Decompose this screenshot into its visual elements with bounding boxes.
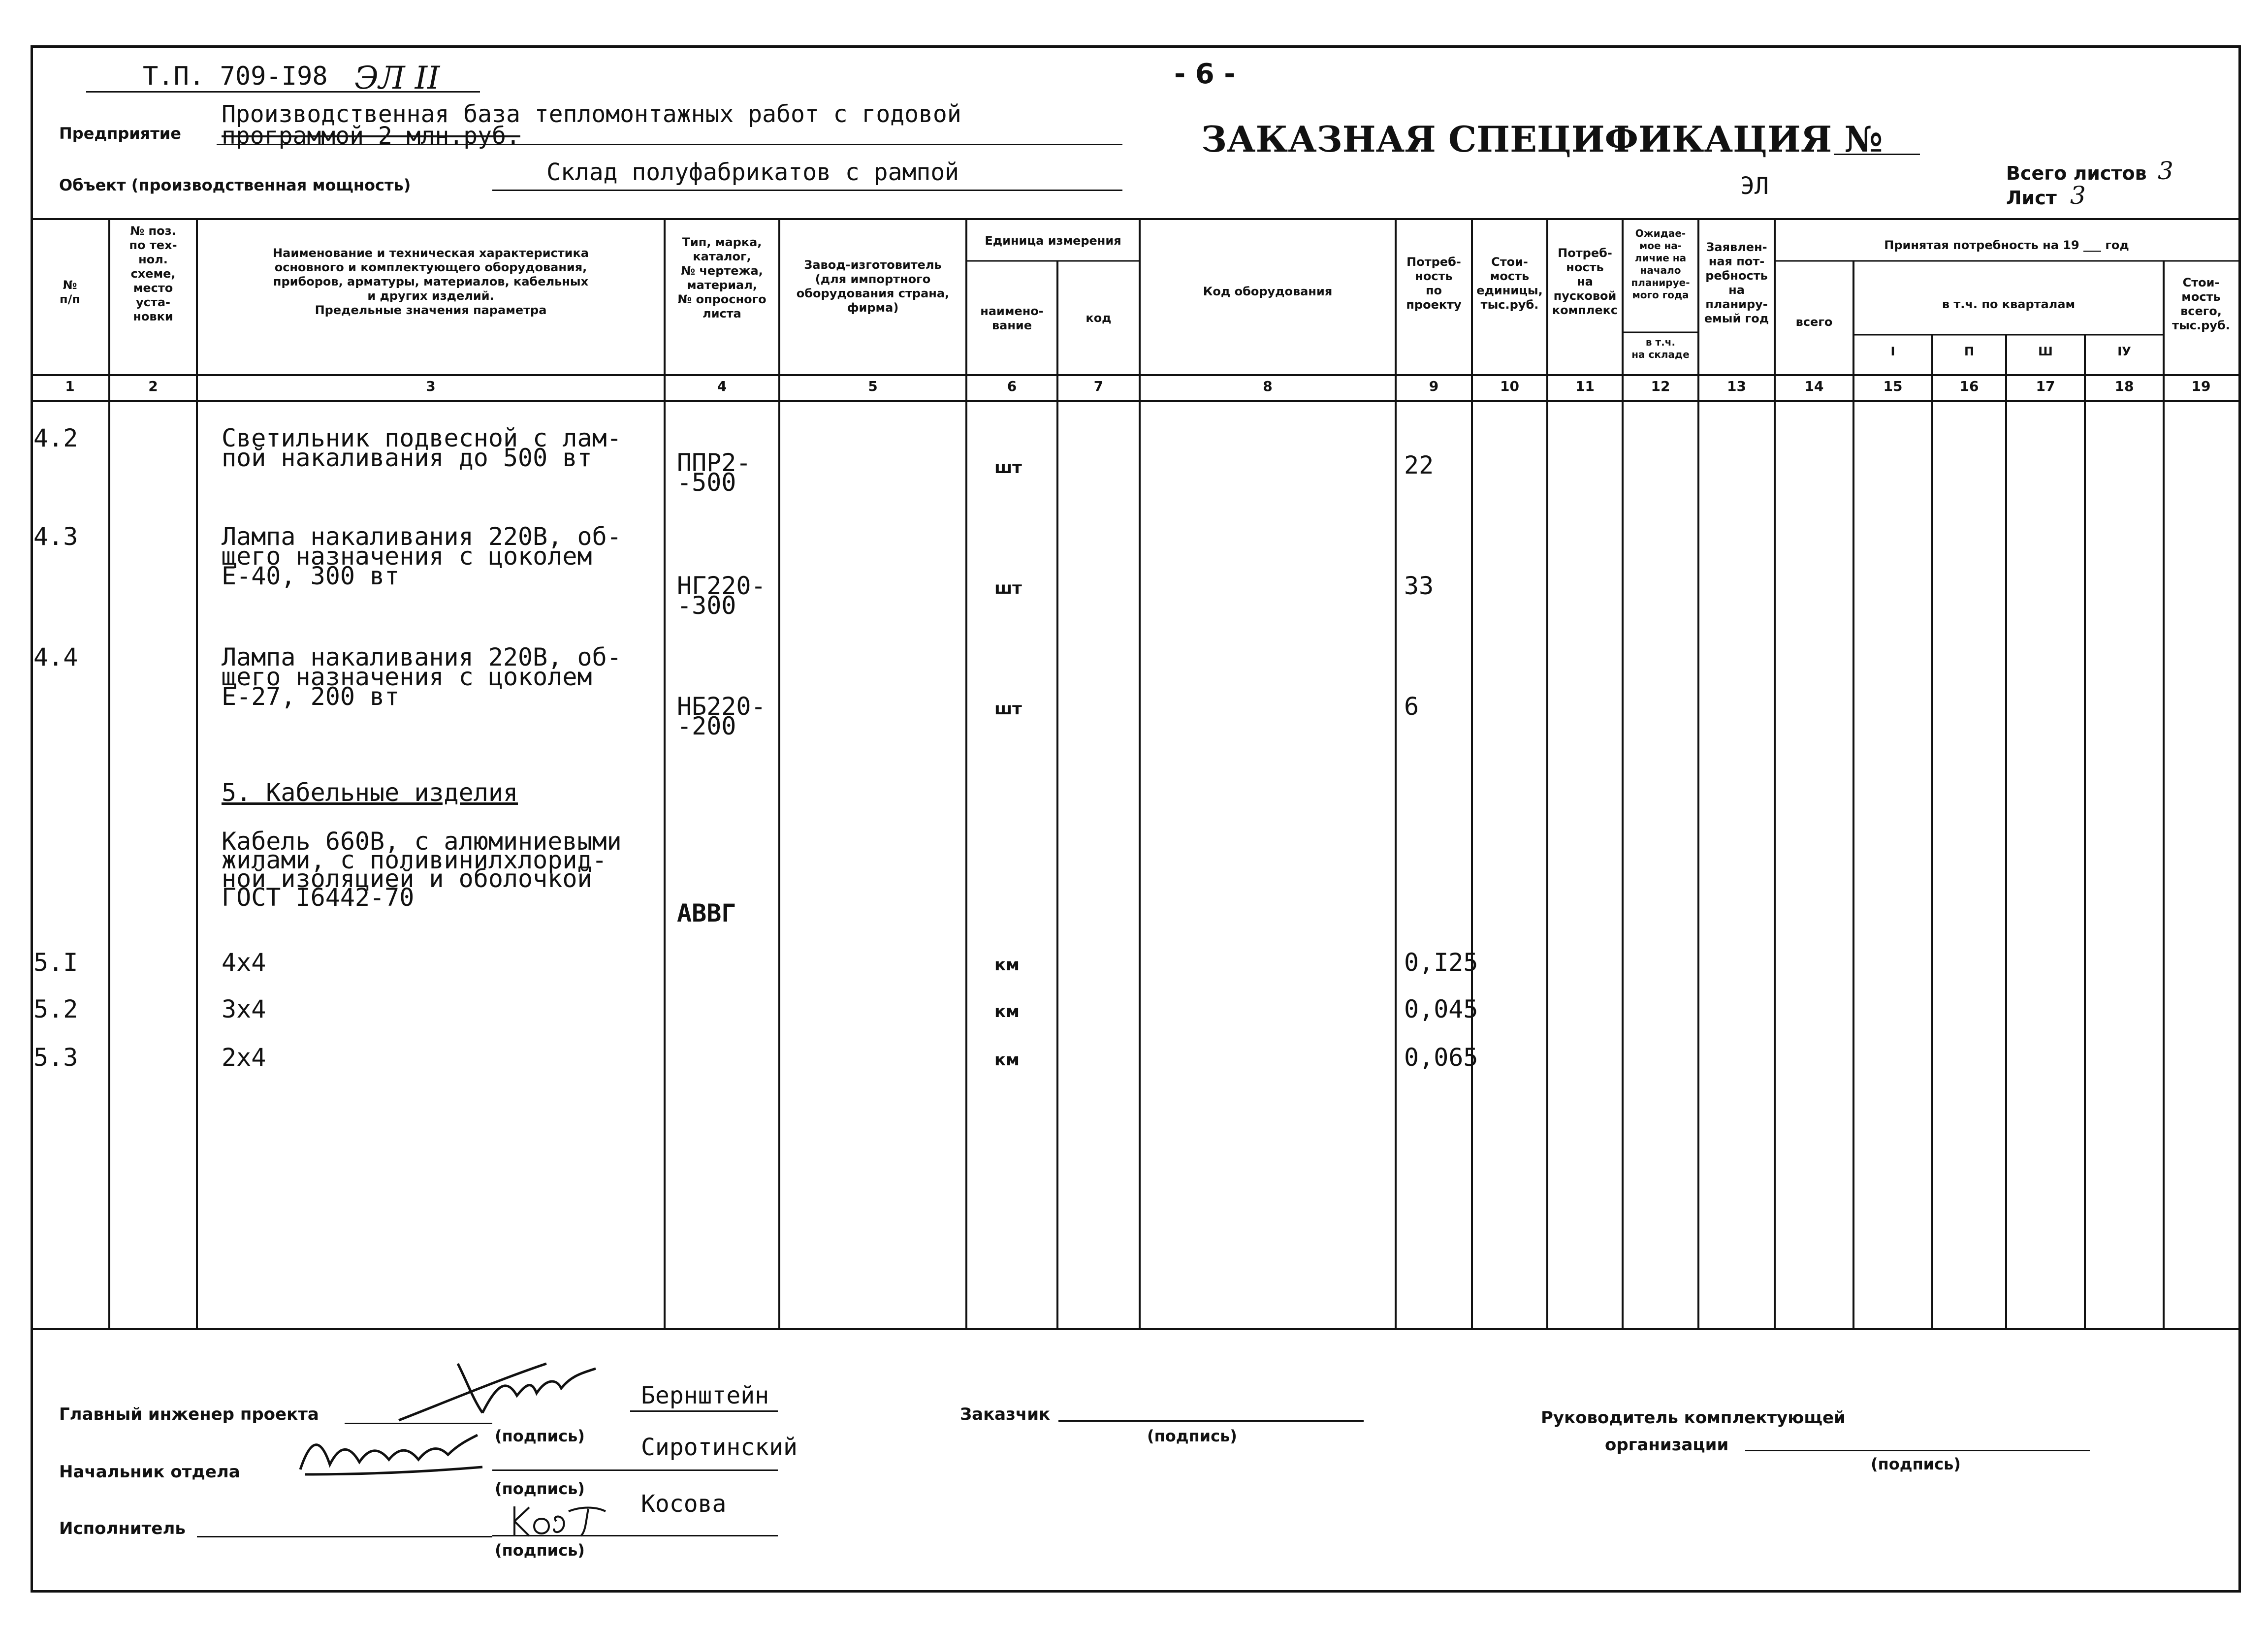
- dept-head-name: Сиротинский: [641, 1434, 798, 1461]
- item-unit: км: [994, 1002, 1020, 1021]
- row-number: 5.3: [33, 1043, 78, 1072]
- document-title: ЗАКАЗНАЯ СПЕЦИФИКАЦИЯ №: [1201, 118, 1883, 160]
- col-number: 14: [1804, 378, 1824, 394]
- enterprise-value-line1: Производственная база тепломонтажных работ с годовой: [222, 100, 961, 128]
- col-number: 7: [1093, 378, 1104, 394]
- col-number: 12: [1651, 378, 1670, 394]
- header-type: Тип, марка, каталог, № чертежа, материал, № опросного листа: [677, 235, 767, 320]
- header-accepted-demand: Принятая потребность на 19 ___ год: [1884, 238, 2129, 252]
- object-label: Объект (производственная мощность): [59, 176, 411, 194]
- header-unit-cost: Стои- мость единицы, тыс.руб.: [1476, 255, 1543, 312]
- header-q1: I: [1890, 345, 1895, 358]
- executor-label: Исполнитель: [59, 1519, 186, 1538]
- col-number: 3: [426, 378, 436, 394]
- total-sheets-label: Всего листов: [2006, 162, 2147, 184]
- signature-caption: (подпись): [495, 1541, 585, 1560]
- enterprise-value-line2: программой 2 млн.руб.: [222, 122, 520, 150]
- item-unit: шт: [994, 458, 1022, 478]
- object-value: Склад полуфабрикатов с рампой: [546, 159, 959, 186]
- col-number: 8: [1263, 378, 1273, 394]
- item-name: Лампа накаливания 220В, об- щего назначения с цоколем Е-27, 200 вт: [222, 643, 622, 711]
- row-number: 5.2: [33, 995, 78, 1023]
- header-project-demand: Потреб- ность по проекту: [1406, 255, 1462, 312]
- dept-head-signature: [286, 1425, 492, 1484]
- item-quantity: 0,065: [1404, 1043, 1478, 1072]
- signature-caption: (подпись): [1871, 1455, 1961, 1473]
- item-unit: шт: [994, 578, 1022, 598]
- signature-caption: (подпись): [1147, 1427, 1237, 1445]
- item-type: НГ220- -300: [677, 572, 766, 620]
- executor-signature: [507, 1497, 615, 1541]
- item-quantity: 6: [1404, 692, 1419, 721]
- chief-engineer-signature: [384, 1349, 610, 1428]
- item-name: 2х4: [222, 1043, 266, 1072]
- item-quantity: 0,045: [1404, 995, 1478, 1023]
- item-type: ППР2- -500: [677, 448, 751, 497]
- row-number: 4.4: [33, 643, 78, 671]
- item-quantity: 33: [1404, 572, 1434, 600]
- document-code: Т.П. 709-I98: [143, 62, 328, 91]
- col-number: 5: [868, 378, 878, 394]
- col-number: 19: [2191, 378, 2211, 394]
- item-unit: км: [994, 955, 1020, 975]
- item-type: НБ220- -200: [677, 692, 766, 740]
- col-number: 11: [1575, 378, 1595, 394]
- header-declared-demand: Заявлен- ная пот- ребность на планиру- емый год: [1704, 240, 1769, 325]
- col-number: 10: [1500, 378, 1519, 394]
- col-number: 2: [148, 378, 158, 394]
- header-unit-code: код: [1086, 311, 1112, 325]
- header-expected-stock: Ожидае- мое на- личие на начало планируе- мого года: [1631, 227, 1690, 301]
- document-mark: ЭЛ II: [354, 60, 440, 96]
- dept-head-label: Начальник отдела: [59, 1462, 240, 1482]
- header-row-number: № п/п: [60, 278, 80, 306]
- col-number: 17: [2036, 378, 2055, 394]
- header-manufacturer: Завод-изготовитель (для импортного оборудования страна, фирма): [796, 258, 950, 315]
- item-quantity: 0,I25: [1404, 948, 1478, 977]
- item-name: Кабель 660В, с алюминиевыми жилами, с поливинилхлорид- ной изоляцией и оболочкой ГОСТ I6442-70: [222, 827, 622, 912]
- item-unit: шт: [994, 699, 1022, 719]
- header-q4: IУ: [2117, 345, 2131, 358]
- item-unit: км: [994, 1050, 1020, 1070]
- signature-caption: (подпись): [495, 1427, 585, 1445]
- header-startup-demand: Потреб- ность на пусковой комплекс: [1552, 246, 1618, 317]
- section-code: ЭЛ: [1740, 172, 1769, 200]
- item-quantity: 22: [1404, 451, 1434, 479]
- row-number: 4.2: [33, 424, 78, 452]
- section-heading: 5. Кабельные изделия: [222, 778, 518, 807]
- header-unit-group: Единица измерения: [985, 234, 1121, 248]
- supplier-label-line1: Руководитель комплектующей: [1541, 1408, 1846, 1428]
- col-number: 15: [1883, 378, 1903, 394]
- item-name: 3х4: [222, 995, 266, 1023]
- item-name: Лампа накаливания 220В, об- щего назначения с цоколем Е-40, 300 вт: [222, 522, 622, 590]
- col-number: 1: [65, 378, 75, 394]
- item-name: 4х4: [222, 948, 266, 977]
- page-number: - 6 -: [1174, 58, 1236, 90]
- col-number: 16: [1959, 378, 1979, 394]
- enterprise-label: Предприятие: [59, 124, 181, 143]
- col-number: 6: [1007, 378, 1017, 394]
- header-total: всего: [1795, 315, 1833, 329]
- chief-engineer-name: Бернштейн: [641, 1382, 769, 1409]
- row-number: 5.I: [33, 948, 78, 977]
- header-in-warehouse: в т.ч. на складе: [1631, 336, 1690, 360]
- sheet-value: 3: [2070, 181, 2086, 210]
- col-number: 4: [717, 378, 727, 394]
- header-equipment-code: Код оборудования: [1203, 285, 1333, 298]
- header-quarters: в т.ч. по кварталам: [1942, 297, 2076, 311]
- header-position: № поз. по тех- нол. схеме, место уста- новки: [129, 224, 177, 323]
- col-number: 13: [1727, 378, 1746, 394]
- chief-engineer-label: Главный инженер проекта: [59, 1405, 319, 1424]
- col-number: 18: [2114, 378, 2134, 394]
- signature-caption: (подпись): [495, 1479, 585, 1498]
- item-name: Светильник подвесной с лам- пой накаливания до 500 вт: [222, 424, 622, 472]
- row-number: 4.3: [33, 522, 78, 551]
- item-type: АВВГ: [677, 899, 736, 927]
- sheet-label: Лист: [2006, 187, 2057, 209]
- supplier-label-line2: организации: [1605, 1435, 1729, 1455]
- col-number: 9: [1429, 378, 1439, 394]
- header-name: Наименование и техническая характеристика основного и комплектующего оборудования, приборов, арматуры, материалов, кабельных и других изделий. Предельные значения параметра: [273, 246, 589, 317]
- total-sheets-value: 3: [2158, 157, 2173, 185]
- header-q2: П: [1964, 345, 1975, 358]
- header-unit-name: наимено- вание: [980, 304, 1044, 332]
- executor-name: Косова: [641, 1490, 727, 1518]
- header-q3: Ш: [2038, 345, 2053, 358]
- customer-label: Заказчик: [960, 1405, 1051, 1424]
- header-total-cost: Стои- мость всего, тыс.руб.: [2172, 276, 2230, 332]
